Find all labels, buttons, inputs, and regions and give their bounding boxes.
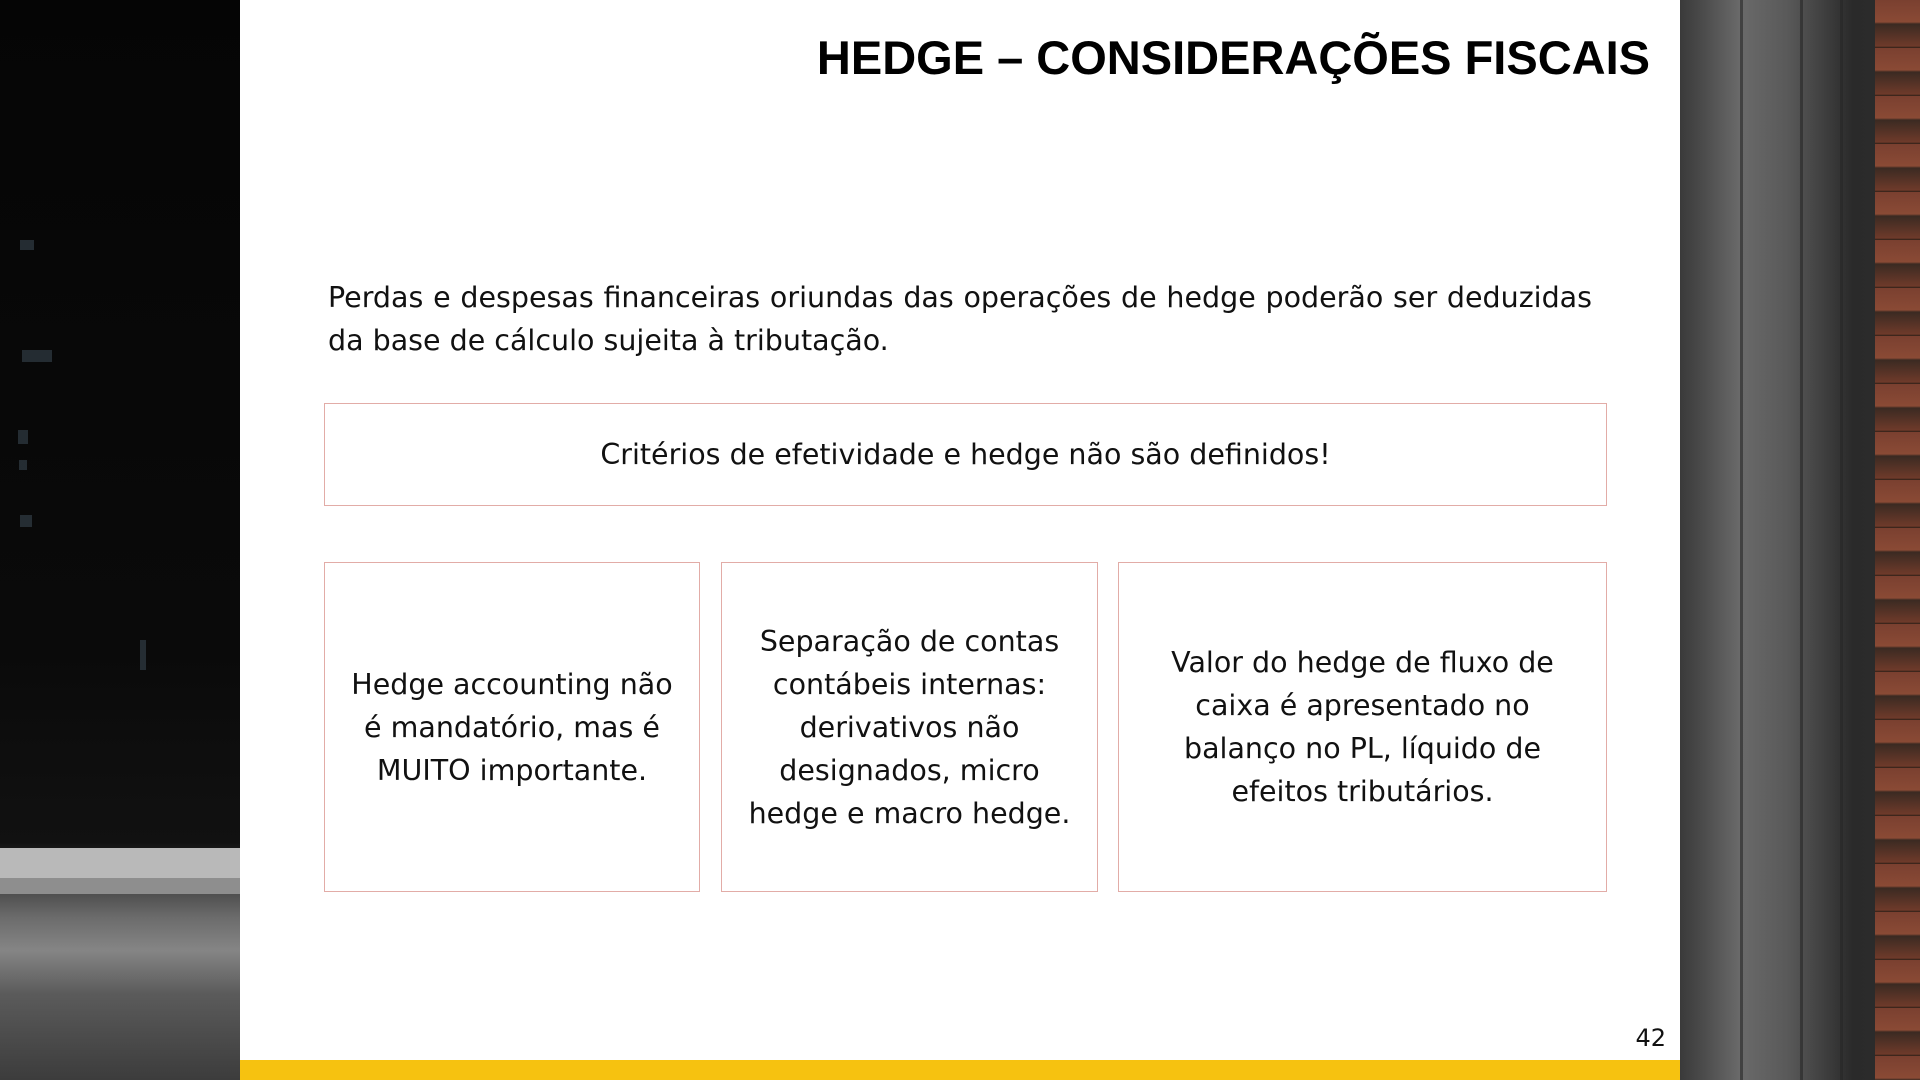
accent-bottom-bar <box>240 1060 1680 1080</box>
background-wall-post <box>1680 0 1920 1080</box>
criteria-text: Critérios de efetividade e hedge não são definidos! <box>600 438 1331 471</box>
info-card-hedge-accounting <box>324 562 700 892</box>
background-window-scene <box>0 0 240 1080</box>
page-number: 42 <box>1635 1024 1666 1052</box>
info-card-account-separation <box>721 562 1098 892</box>
info-card-cash-flow-hedge <box>1118 562 1607 892</box>
info-card-text: Hedge accounting não é mandatório, mas é MUITO importante. <box>351 667 673 787</box>
criteria-callout-box <box>324 403 1607 506</box>
info-card-text: Separação de contas contábeis internas: derivativos não designados, micro hedge e macro hedge. <box>748 624 1071 830</box>
slide-title: HEDGE – CONSIDERAÇÕES FISCAIS <box>816 31 1650 84</box>
intro-paragraph: Perdas e despesas financeiras oriundas das operações de hedge poderão ser deduzidas da base de cálculo sujeita à tributação. <box>328 281 1592 357</box>
presentation-slide <box>240 0 1680 1080</box>
info-card-text: Valor do hedge de fluxo de caixa é apresentado no balanço no PL, líquido de efeitos tributários. <box>1171 646 1554 808</box>
